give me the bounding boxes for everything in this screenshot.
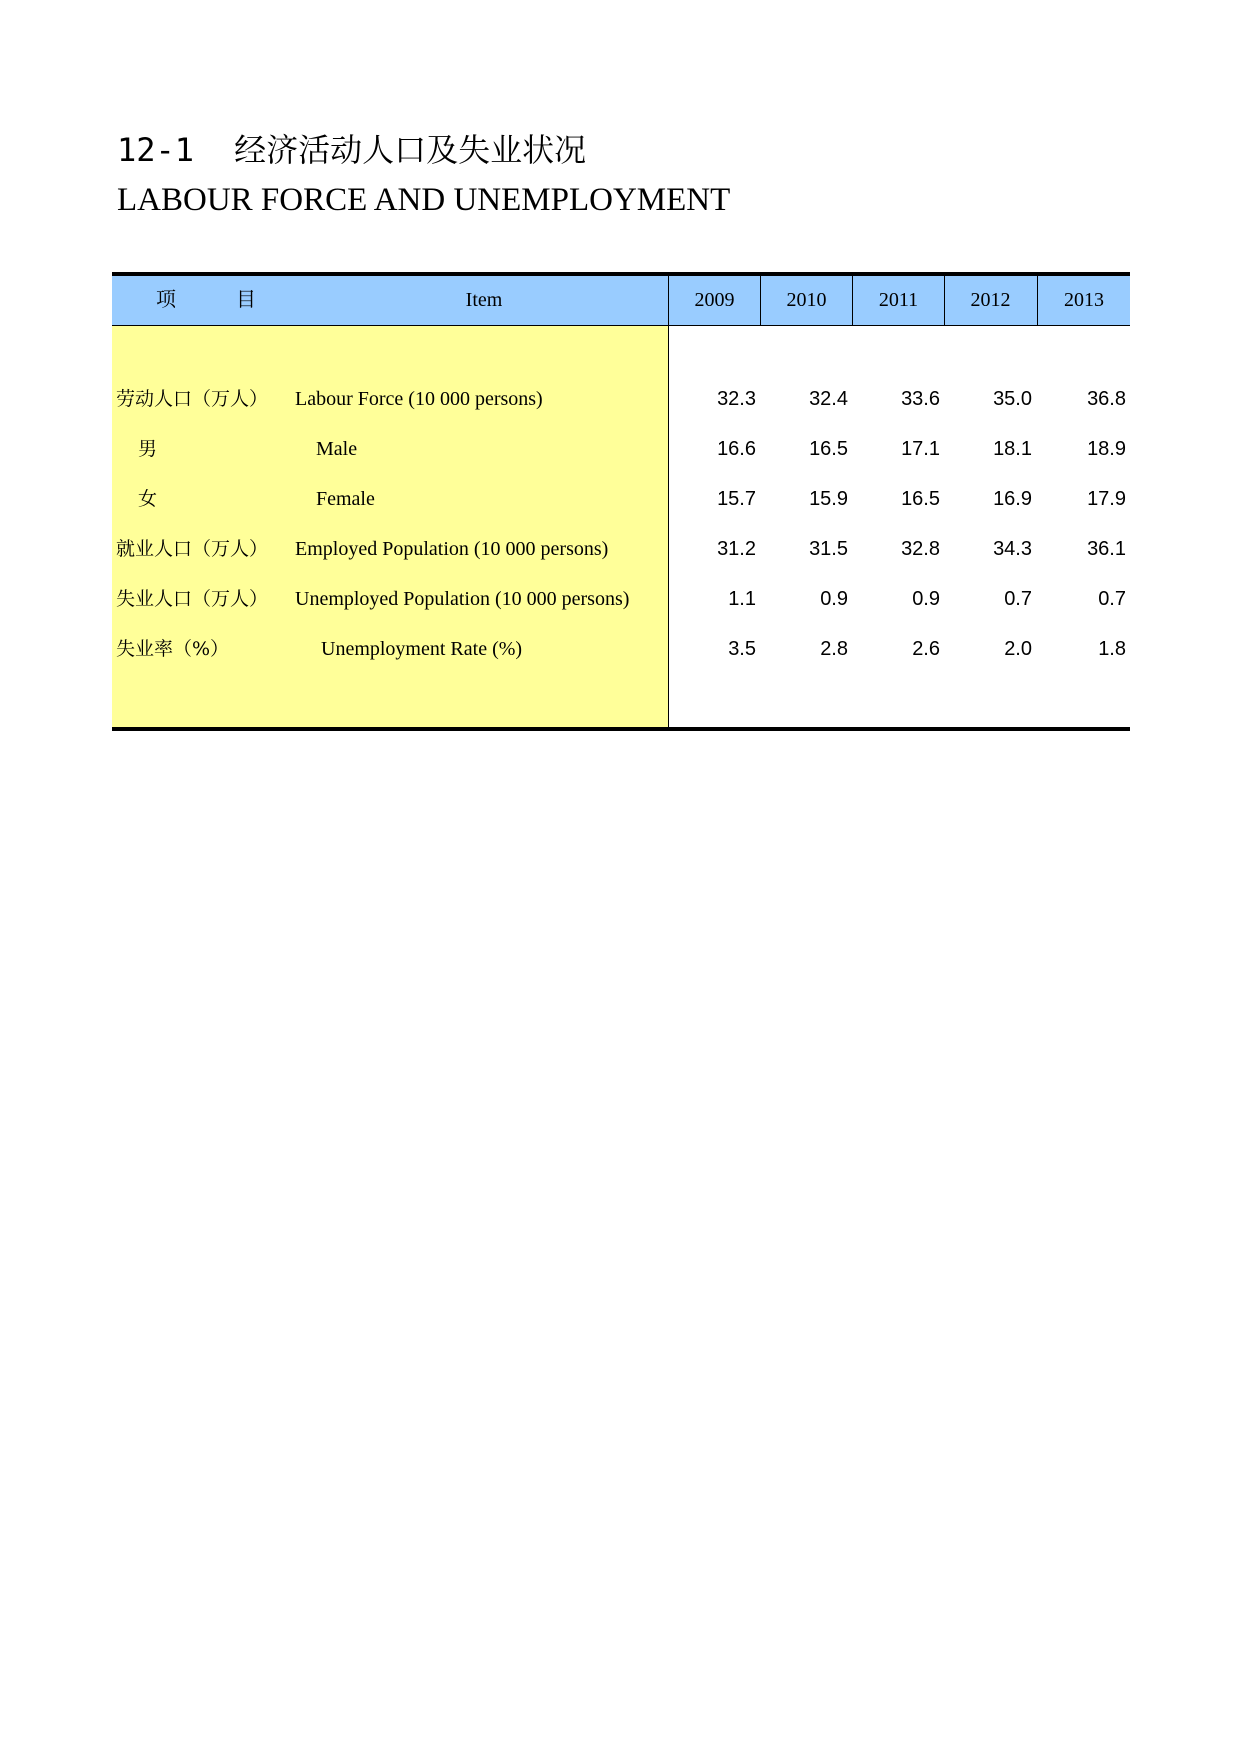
cell-value: 1.1 bbox=[728, 588, 756, 610]
cell-value: 32.8 bbox=[901, 538, 940, 560]
cell-value: 34.3 bbox=[993, 538, 1032, 560]
labour-table bbox=[112, 272, 1130, 731]
cell-value: 16.9 bbox=[993, 488, 1032, 510]
cell-value: 0.7 bbox=[1004, 588, 1032, 610]
cell-value: 2.0 bbox=[1004, 638, 1032, 660]
row-label-cn: 就业人口（万人） bbox=[116, 538, 269, 560]
page-title-cn bbox=[117, 128, 586, 172]
cell-value: 17.1 bbox=[901, 438, 940, 460]
header-year-2011: 2011 bbox=[852, 276, 944, 325]
header-year-2010: 2010 bbox=[760, 276, 852, 325]
row-label-en: Unemployment Rate (%) bbox=[321, 638, 523, 660]
table-row-employed bbox=[112, 526, 1130, 572]
cell-value: 16.5 bbox=[809, 438, 848, 460]
cell-value: 18.9 bbox=[1087, 438, 1126, 460]
header-year-2009: 2009 bbox=[668, 276, 760, 325]
cell-value: 32.3 bbox=[717, 388, 756, 410]
row-label-cn: 女 bbox=[138, 488, 158, 510]
header-year-2012: 2012 bbox=[944, 276, 1036, 325]
table-header bbox=[112, 276, 1130, 326]
cell-value: 18.1 bbox=[993, 438, 1032, 460]
cell-value: 16.5 bbox=[901, 488, 940, 510]
cell-value: 0.9 bbox=[912, 588, 940, 610]
cell-value: 36.8 bbox=[1087, 388, 1126, 410]
cell-value: 32.4 bbox=[809, 388, 848, 410]
table-row-unemployed bbox=[112, 576, 1130, 622]
row-label-cn: 劳动人口（万人） bbox=[116, 388, 269, 410]
page-title-en: LABOUR FORCE AND UNEMPLOYMENT bbox=[117, 182, 731, 218]
cell-value: 15.9 bbox=[809, 488, 848, 510]
cell-value: 2.8 bbox=[820, 638, 848, 660]
row-label-cn: 失业率（%） bbox=[116, 638, 230, 660]
cell-value: 31.2 bbox=[717, 538, 756, 560]
row-label-cn: 失业人口（万人） bbox=[116, 588, 269, 610]
cell-value: 16.6 bbox=[717, 438, 756, 460]
row-label-en: Labour Force (10 000 persons) bbox=[295, 388, 543, 410]
table-number: 12-1 bbox=[117, 131, 195, 169]
cell-value: 0.9 bbox=[820, 588, 848, 610]
cell-value: 36.1 bbox=[1087, 538, 1126, 560]
cell-value: 15.7 bbox=[717, 488, 756, 510]
row-label-en: Male bbox=[316, 438, 358, 460]
row-label-en: Unemployed Population (10 000 persons) bbox=[295, 588, 630, 610]
cell-value: 33.6 bbox=[901, 388, 940, 410]
cell-value: 1.8 bbox=[1098, 638, 1126, 660]
cell-value: 17.9 bbox=[1087, 488, 1126, 510]
row-label-en: Employed Population (10 000 persons) bbox=[295, 538, 609, 560]
row-label-cn: 男 bbox=[138, 438, 158, 460]
table-row-unemployment-rate bbox=[112, 626, 1130, 672]
table-row-female bbox=[112, 476, 1130, 522]
cell-value: 0.7 bbox=[1098, 588, 1126, 610]
row-label-en: Female bbox=[316, 488, 375, 510]
title-chinese: 经济活动人口及失业状况 bbox=[234, 131, 587, 169]
table-row-labour-force bbox=[112, 376, 1130, 422]
cell-value: 35.0 bbox=[993, 388, 1032, 410]
table-bottom-rule bbox=[112, 727, 1130, 731]
cell-value: 2.6 bbox=[912, 638, 940, 660]
header-item-en: Item bbox=[465, 289, 503, 311]
table-row-male bbox=[112, 426, 1130, 472]
header-year-2013: 2013 bbox=[1037, 276, 1130, 325]
header-item-cn: 项 目 bbox=[156, 289, 256, 311]
cell-value: 3.5 bbox=[728, 638, 756, 660]
cell-value: 31.5 bbox=[809, 538, 848, 560]
